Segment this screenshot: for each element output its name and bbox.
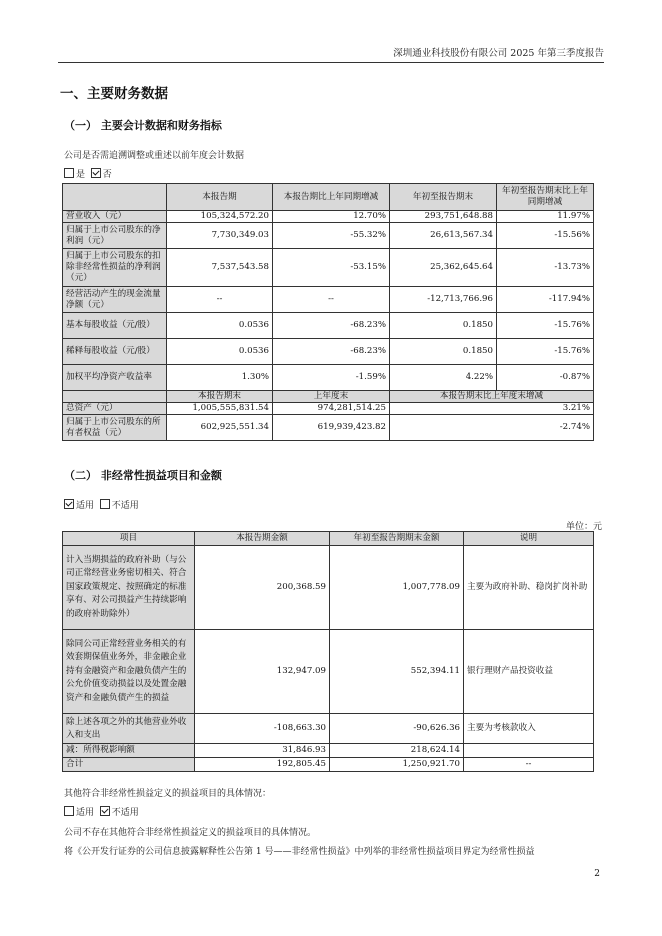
- table-cell: [464, 744, 594, 758]
- table1-header-cell: 年初至报告期末: [390, 184, 497, 211]
- table-cell: -1.59%: [273, 365, 390, 391]
- restate-options: [64, 167, 112, 180]
- table-cell: 132,947.09: [195, 630, 330, 714]
- classification-note: 将《公开发行证券的公司信息披露解释性公告第 1 号——非经常性损益》中列举的非经常性损益项目界定为经常性损益: [64, 847, 535, 857]
- table-cell: 552,394.11: [330, 630, 464, 714]
- table-row: [63, 249, 594, 287]
- non-recurring-items-table: [62, 531, 594, 772]
- table1-header-row: [63, 184, 594, 211]
- checkbox-other-apply[interactable]: [64, 806, 74, 816]
- document-header: 深圳通业科技股份有限公司 2025 年第三季度报告: [393, 48, 604, 59]
- table-cell: -15.76%: [497, 339, 594, 365]
- table-cell: -15.76%: [497, 313, 594, 339]
- table1-header-row-2: [63, 391, 594, 403]
- table1-header-cell: 本报告期末: [167, 391, 273, 403]
- table-cell: -117.94%: [497, 287, 594, 313]
- table2-header-cell: 说明: [464, 532, 594, 546]
- row-label: 加权平均净资产收益率: [63, 365, 167, 391]
- table-row: [63, 415, 594, 441]
- checkbox-other-not-apply[interactable]: [100, 806, 110, 816]
- table-cell: 7,537,543.58: [167, 249, 273, 287]
- table1-header-cell: 上年度末: [273, 391, 390, 403]
- table-cell: 602,925,551.34: [167, 415, 273, 441]
- table-row: [63, 758, 594, 772]
- table1-header-cell: [63, 184, 167, 211]
- option-no-label: 否: [102, 170, 112, 180]
- other-apply-options: [64, 805, 139, 818]
- table2-header-cell: 年初至报告期期末金额: [330, 532, 464, 546]
- row-label: 计入当期损益的政府补助（与公司正常经营业务密切相关、符合国家政策规定、按照确定的标准享有、对公司损益产生持续影响的政府补助除外）: [63, 546, 195, 630]
- other-items-question: 其他符合非经常性损益定义的损益项目的具体情况：: [64, 789, 272, 799]
- table-cell: 银行理财产品投资收益: [464, 630, 594, 714]
- table-cell: -55.32%: [273, 223, 390, 249]
- row-label: 归属于上市公司股东的所有者权益（元）: [63, 415, 167, 441]
- table-row: [63, 339, 594, 365]
- unit-label: 单位：元: [565, 522, 602, 532]
- table-row: [63, 313, 594, 339]
- table-cell: 200,368.59: [195, 546, 330, 630]
- option-other-not-apply-label: 不适用: [111, 808, 139, 818]
- table1-header-cell: [63, 391, 167, 403]
- row-label: 归属于上市公司股东的净利润（元）: [63, 223, 167, 249]
- table-cell: 0.0536: [167, 313, 273, 339]
- option-yes-label: 是: [76, 170, 86, 180]
- table1-header-cell: 本报告期末比上年度末增减: [390, 391, 594, 403]
- row-label: 基本每股收益（元/股）: [63, 313, 167, 339]
- row-label: 合计: [63, 758, 195, 772]
- table-cell: 主要为政府补助、稳岗扩岗补助: [464, 546, 594, 630]
- checkbox-yes[interactable]: [64, 168, 74, 178]
- table-cell: 4.22%: [390, 365, 497, 391]
- table-cell: --: [464, 758, 594, 772]
- row-label: 除上述各项之外的其他营业外收入和支出: [63, 714, 195, 744]
- table-cell: -68.23%: [273, 313, 390, 339]
- section-title: 一、主要财务数据: [60, 86, 168, 102]
- table-row: [63, 211, 594, 223]
- apply-options: [64, 498, 139, 511]
- restate-question: 公司是否需追溯调整或重述以前年度会计数据: [64, 151, 245, 161]
- table-cell: 0.1850: [390, 339, 497, 365]
- table-cell: -90,626.36: [330, 714, 464, 744]
- table-cell: 主要为考核款收入: [464, 714, 594, 744]
- table-row: [63, 546, 594, 630]
- table-cell: 25,362,645.64: [390, 249, 497, 287]
- table-cell: 1.30%: [167, 365, 273, 391]
- table-cell: 218,624.14: [330, 744, 464, 758]
- checkbox-apply[interactable]: [64, 499, 74, 509]
- table2-header-cell: 项目: [63, 532, 195, 546]
- table-cell: 619,939,423.82: [273, 415, 390, 441]
- table-cell: 1,007,778.09: [330, 546, 464, 630]
- option-not-apply-label: 不适用: [111, 501, 139, 511]
- financial-data-table: [62, 183, 594, 441]
- table-cell: 1,005,555,831.54: [167, 403, 273, 415]
- table-cell: 11.97%: [497, 211, 594, 223]
- row-label: 稀释每股收益（元/股）: [63, 339, 167, 365]
- row-label: 经营活动产生的现金流量净额（元）: [63, 287, 167, 313]
- table-cell: 31,846.93: [195, 744, 330, 758]
- table-row: [63, 365, 594, 391]
- checkbox-no[interactable]: [91, 168, 101, 178]
- table-cell: -53.15%: [273, 249, 390, 287]
- table-cell: 293,751,648.88: [390, 211, 497, 223]
- table1-header-cell: 本报告期比上年同期增减: [273, 184, 390, 211]
- table-cell: 0.0536: [167, 339, 273, 365]
- table-row: [63, 714, 594, 744]
- row-label: 减：所得税影响额: [63, 744, 195, 758]
- table-cell: 105,324,572.20: [167, 211, 273, 223]
- table-cell: 974,281,514.25: [273, 403, 390, 415]
- table2-header-row: [63, 532, 594, 546]
- table-cell: --: [167, 287, 273, 313]
- table-cell: 12.70%: [273, 211, 390, 223]
- option-apply-label: 适用: [76, 501, 95, 511]
- other-items-statement: 公司不存在其他符合非经常性损益定义的损益项目的具体情况。: [64, 828, 317, 838]
- table-cell: -12,713,766.96: [390, 287, 497, 313]
- table-row: [63, 630, 594, 714]
- row-label: 营业收入（元）: [63, 211, 167, 223]
- table2-header-cell: 本报告期金额: [195, 532, 330, 546]
- option-other-apply-label: 适用: [76, 808, 95, 818]
- table-cell: 1,250,921.70: [330, 758, 464, 772]
- checkbox-not-apply[interactable]: [100, 499, 110, 509]
- table-cell: 192,805.45: [195, 758, 330, 772]
- table1-header-cell: 年初至报告期末比上年同期增减: [497, 184, 594, 211]
- table-cell: -13.73%: [497, 249, 594, 287]
- table-cell: -68.23%: [273, 339, 390, 365]
- table-cell: 26,613,567.34: [390, 223, 497, 249]
- table-cell: --: [273, 287, 390, 313]
- header-rule: [58, 62, 604, 63]
- row-label: 总资产（元）: [63, 403, 167, 415]
- table-row: [63, 744, 594, 758]
- table-cell: 7,730,349.03: [167, 223, 273, 249]
- table-row: [63, 223, 594, 249]
- row-label: 除同公司正常经营业务相关的有效套期保值业务外，非金融企业持有金融资产和金融负债产生的公允价值变动损益以及处置金融资产和金融负债产生的损益: [63, 630, 195, 714]
- page-number: 2: [594, 869, 600, 879]
- table-cell: -108,663.30: [195, 714, 330, 744]
- table-cell: -15.56%: [497, 223, 594, 249]
- subsection-title-2: （二） 非经常性损益项目和金额: [64, 469, 222, 482]
- table1-header-cell: 本报告期: [167, 184, 273, 211]
- table-cell: 0.1850: [390, 313, 497, 339]
- table-cell: -0.87%: [497, 365, 594, 391]
- table-cell: 3.21%: [390, 403, 594, 415]
- table-cell: -2.74%: [390, 415, 594, 441]
- row-label: 归属于上市公司股东的扣除非经常性损益的净利润（元）: [63, 249, 167, 287]
- table-row: [63, 403, 594, 415]
- table-row: [63, 287, 594, 313]
- subsection-title-1: （一） 主要会计数据和财务指标: [64, 119, 222, 132]
